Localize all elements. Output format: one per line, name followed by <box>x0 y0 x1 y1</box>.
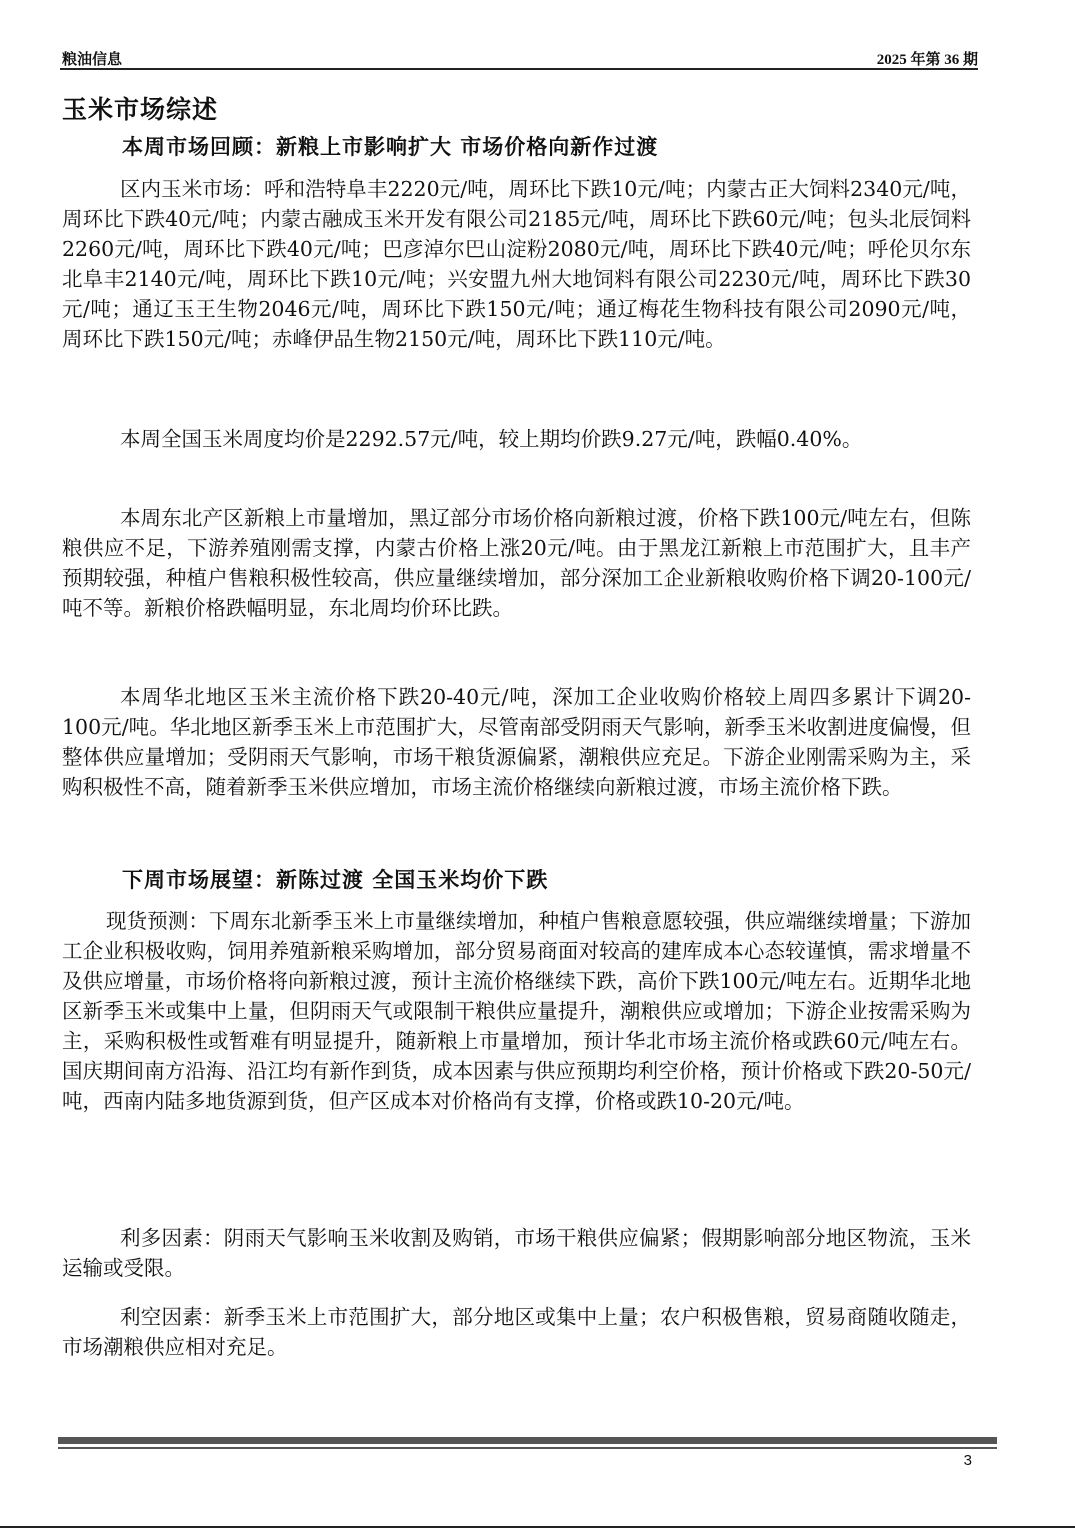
footer-rule-thick <box>58 1437 997 1444</box>
outlook-paragraph-1: 现货预测：下周东北新季玉米上市量继续增加，种植户售粮意愿较强，供应端继续增量；下游加工企业积极收购，饲用养殖新粮采购增加，部分贸易商面对较高的建库成本心态较谨慎，需求增量不及供应增量，市场价格将向新粮过渡，预计主流价格继续下跌，高价下跌100元/吨左右。近期华北地区新季玉米或集中上量，但阴雨天气或限制干粮供应量提升，潮粮供应或增加；下游企业按需采购为主，采购积极性或暂难有明显提升，随新粮上市量增加，预计华北市场主流价格或跌60元/吨左右。国庆期间南方沿海、沿江均有新作到货，成本因素与供应预期均利空价格，预计价格或下跌20-50元/吨，西南内陆多地货源到货，但产区成本对价格尚有支撑，价格或跌10-20元/吨。 <box>62 909 971 1113</box>
review-paragraph-1: 区内玉米市场：呼和浩特阜丰2220元/吨，周环比下跌10元/吨；内蒙古正大饲料2340元/吨，周环比下跌40元/吨；内蒙古融成玉米开发有限公司2185元/吨，周环比下跌60元/吨；包头北辰饲料2260元/吨，周环比下跌40元/吨；巴彦淖尔巴山淀粉2080元/吨，周环比下跌40元/吨；呼伦贝尔东北阜丰2140元/吨，周环比下跌10元/吨；兴安盟九州大地饲料有限公司2230元/吨，周环比下跌30元/吨；通辽玉王生物2046元/吨，周环比下跌150元/吨；通辽梅花生物科技有限公司2090元/吨，周环比下跌150元/吨；赤峰伊品生物2150元/吨，周环比下跌110元/吨。 <box>62 177 971 351</box>
page-header <box>62 48 978 68</box>
header-rule <box>60 68 978 70</box>
outlook-heading: 下周市场展望：新陈过渡 全国玉米均价下跌 <box>122 867 549 892</box>
review-paragraph-3: 本周东北产区新粮上市量增加，黑辽部分市场价格向新粮过渡，价格下跌100元/吨左右，但陈粮供应不足，下游养殖刚需支撑，内蒙古价格上涨20元/吨。由于黑龙江新粮上市范围扩大，且丰产预期较强，种植户售粮积极性较高，供应量继续增加，部分深加工企业新粮收购价格下调20-100元/吨不等。新粮价格跌幅明显，东北周均价环比跌。 <box>62 506 971 620</box>
issue-number: 2025 年第 36 期 <box>876 52 978 68</box>
page-number: 3 <box>963 1452 972 1469</box>
outlook-paragraph-3: 利空因素：新季玉米上市范围扩大，部分地区或集中上量；农户积极售粮，贸易商随收随走，市场潮粮供应相对充足。 <box>62 1305 971 1359</box>
review-paragraph-4: 本周华北地区玉米主流价格下跌20-40元/吨，深加工企业收购价格较上周四多累计下调20-100元/吨。华北地区新季玉米上市范围扩大，尽管南部受阴雨天气影响，新季玉米收割进度偏慢，但整体供应量增加；受阴雨天气影响，市场干粮货源偏紧，潮粮供应充足。下游企业刚需采购为主，采购积极性不高，随着新季玉米供应增加，市场主流价格继续向新粮过渡，市场主流价格下跌。 <box>62 685 971 799</box>
footer-rule-thin <box>58 1447 997 1449</box>
page-title: 玉米市场综述 <box>62 95 219 124</box>
publication-name: 粮油信息 <box>62 52 123 68</box>
bottom-edge-rule <box>0 1526 1075 1528</box>
outlook-paragraph-2: 利多因素：阴雨天气影响玉米收割及购销，市场干粮供应偏紧；假期影响部分地区物流，玉米运输或受限。 <box>62 1226 971 1280</box>
review-heading: 本周市场回顾：新粮上市影响扩大 市场价格向新作过渡 <box>122 134 659 159</box>
review-paragraph-2: 本周全国玉米周度均价是2292.57元/吨，较上期均价跌9.27元/吨，跌幅0.40%。 <box>120 427 863 451</box>
